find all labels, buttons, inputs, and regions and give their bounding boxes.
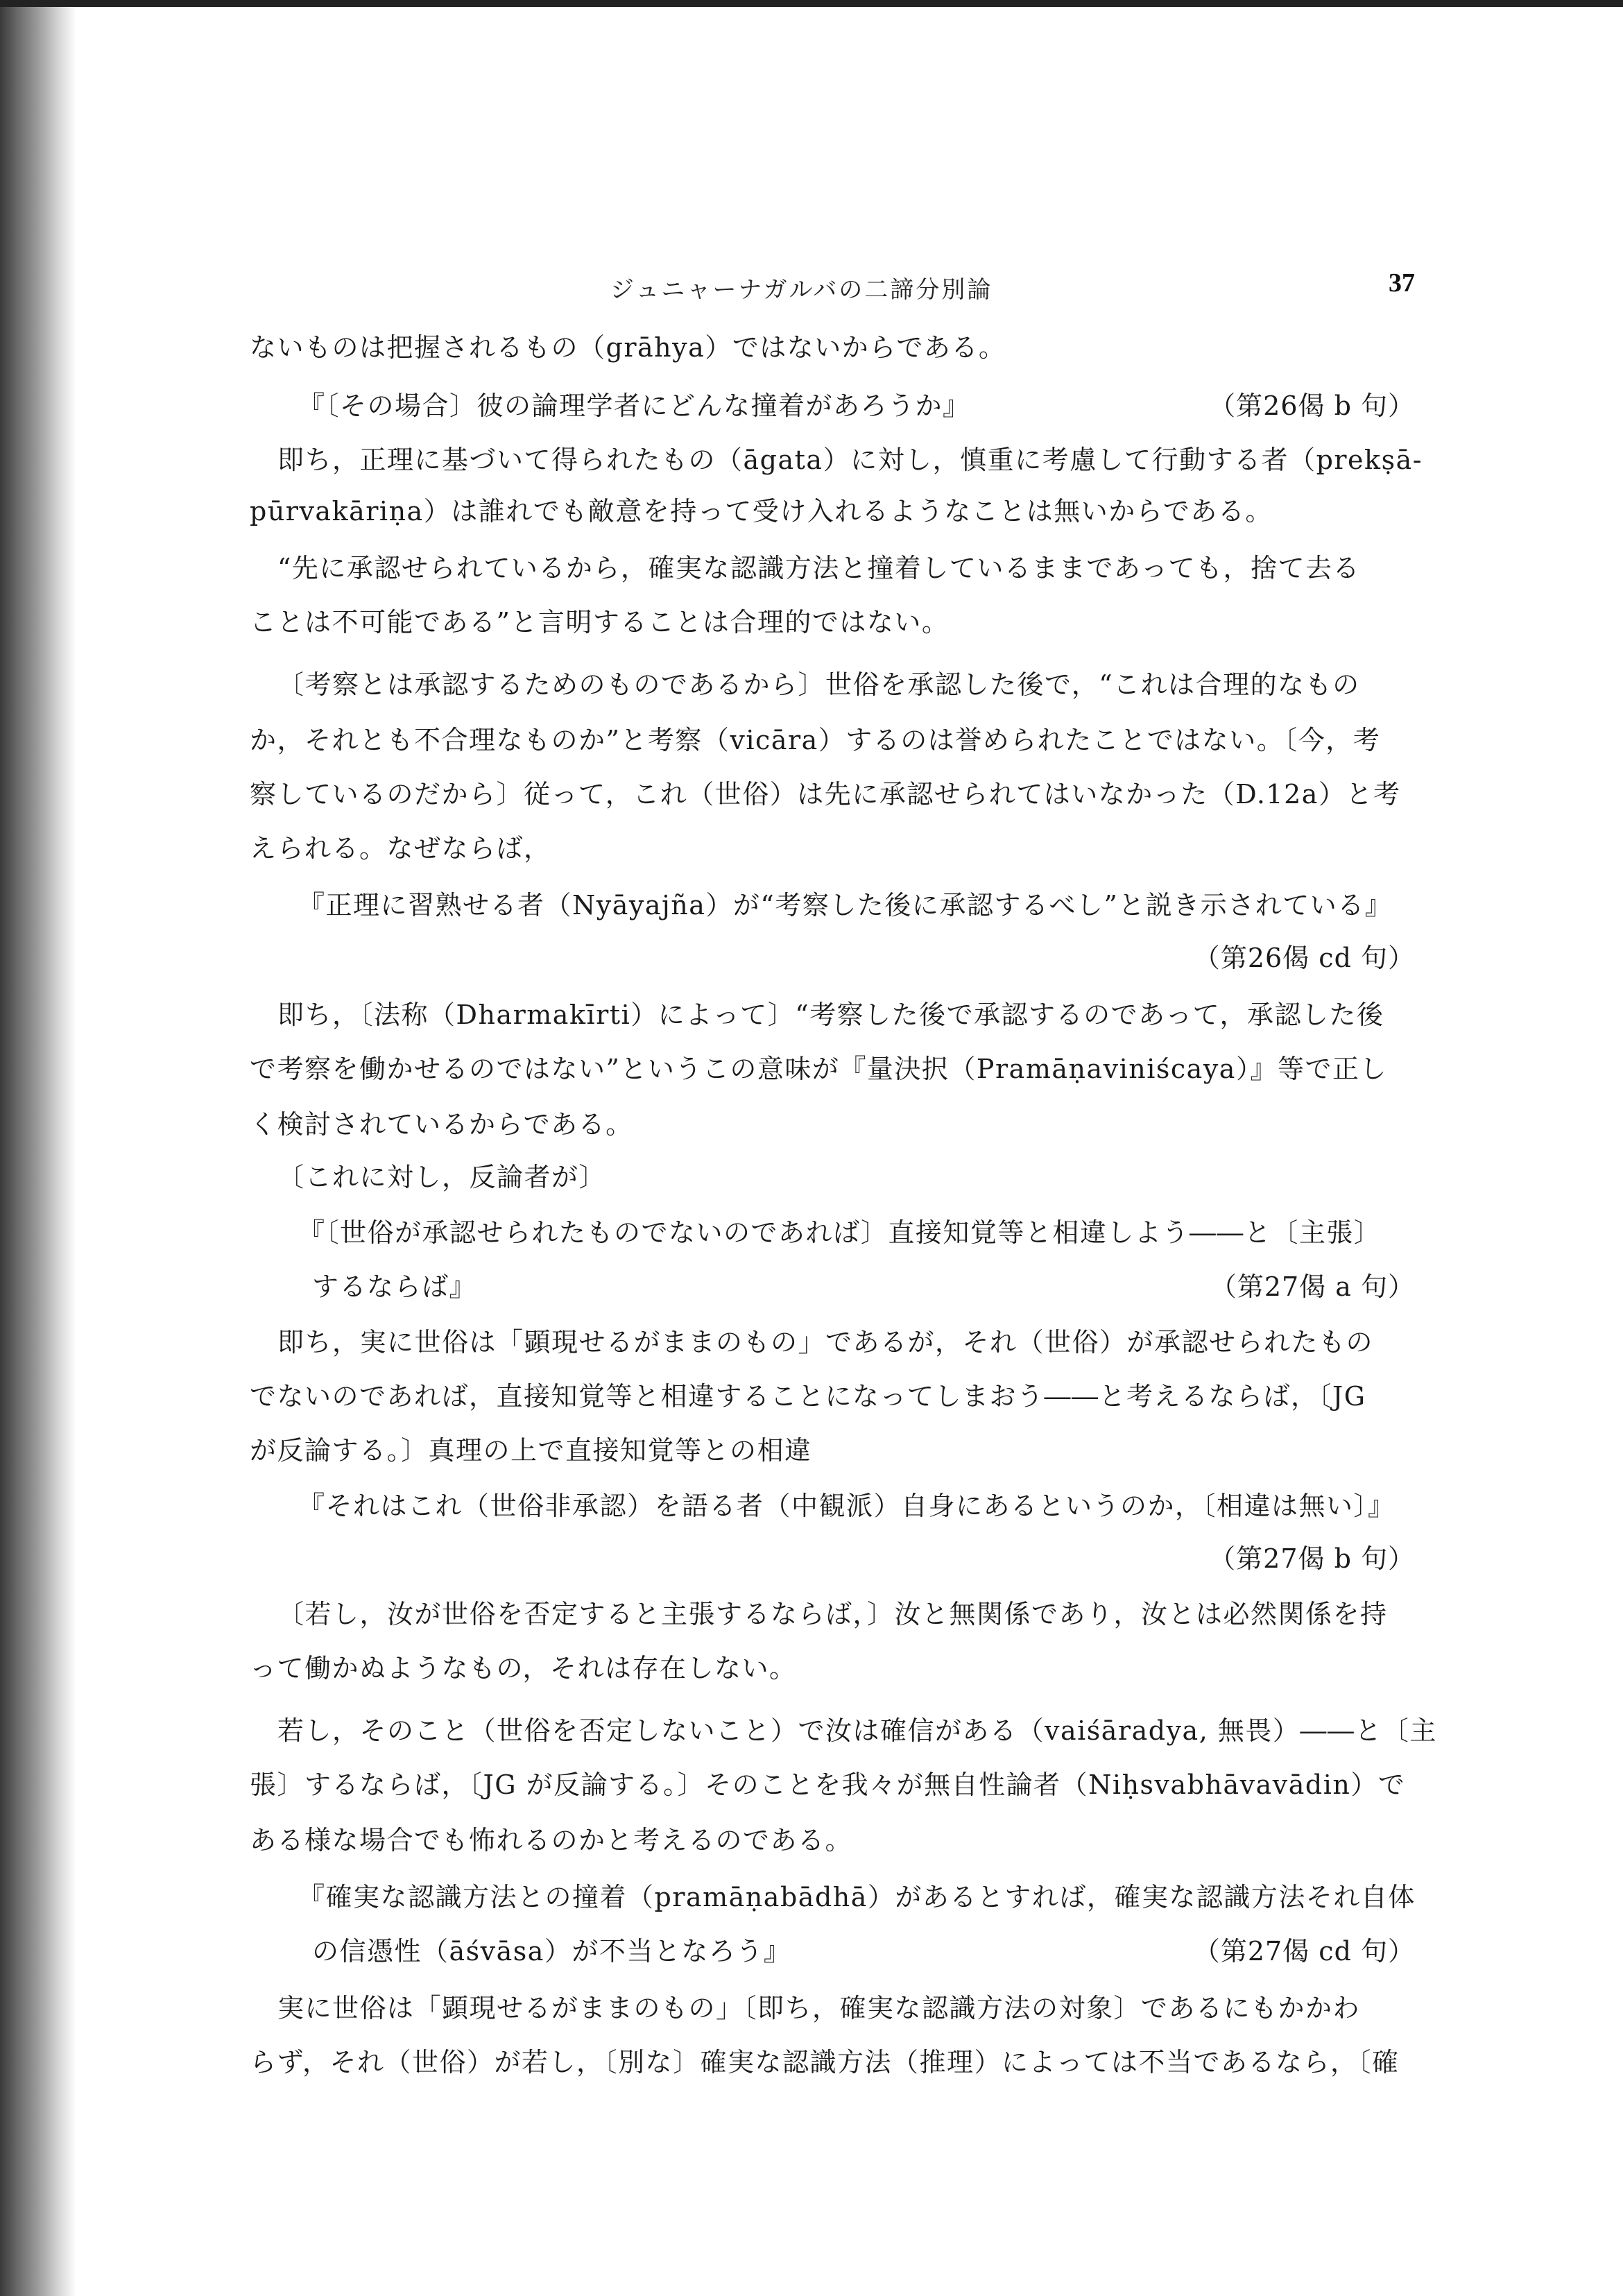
text-line xyxy=(250,1484,1415,1526)
text-line xyxy=(250,1265,1415,1307)
line-text: 『〔世俗が承認せられたものでないのであれば〕直接知覚等と相違しよう――と〔主張〕 xyxy=(298,1217,1382,1248)
text-line xyxy=(250,1429,1415,1471)
line-text: ことは不可能である”と言明することは合理的ではない。 xyxy=(250,607,950,637)
text-line xyxy=(250,1321,1415,1362)
text-line xyxy=(250,1763,1415,1805)
verse-reference: （第26偈 cd 句） xyxy=(1193,943,1415,973)
text-line xyxy=(250,326,1415,368)
line-text: 若し，そのこと（世俗を否定しないこと）で汝は確信がある（vaiśāradya, 無畏）――と〔主 xyxy=(277,1715,1437,1746)
text-line xyxy=(250,1211,1415,1253)
line-text: 察しているのだから〕従って，これ（世俗）は先に承認せられてはいなかった（D.12a）と考 xyxy=(250,779,1401,809)
text-line xyxy=(250,438,1423,480)
line-text: が反論する。〕真理の上で直接知覚等との相違 xyxy=(250,1435,812,1466)
line-text: 『それはこれ（世俗非承認）を語る者（中観派）自身にあるというのか，〔相違は無い〕』 xyxy=(298,1491,1396,1521)
line-text: の信憑性（āśvāsa）が不当となろう』 xyxy=(312,1936,791,1967)
running-head-title: ジュニャーナガルバの二諦分別論 xyxy=(610,276,993,304)
text-line xyxy=(250,719,1415,760)
text-line xyxy=(250,1647,1415,1688)
verse-reference: （第27偈 a 句） xyxy=(1210,1271,1415,1302)
line-text: でないのであれば，直接知覚等と相違することになってしまおう――と考えるならば，〔JG xyxy=(250,1381,1366,1412)
text-line xyxy=(250,773,1415,814)
line-text: ある様な場合でも怖れるのかと考えるのである。 xyxy=(250,1825,853,1856)
line-text: で考察を働かせるのではない”というこの意味が『量決択（Pramāṇaviniścaya）』等で正し xyxy=(250,1054,1387,1084)
line-text: 即ち，正理に基づいて得られたもの（āgata）に対し，慎重に考慮して行動する者（prekṣā- xyxy=(277,445,1423,475)
text-line xyxy=(250,601,1415,642)
text-line xyxy=(250,547,1415,588)
line-text: pūrvakāriṇa）は誰れでも敵意を持って受け入れるようなことは無いからである。 xyxy=(250,496,1273,526)
text-line xyxy=(250,1375,1415,1416)
line-text: 実に世俗は「顕現せるがままのもの」〔即ち，確実な認識方法の対象〕であるにもかかわ xyxy=(277,1993,1361,2023)
text-line xyxy=(250,1537,1415,1579)
text-line xyxy=(250,1047,1415,1089)
verse-reference: （第26偈 b 句） xyxy=(1209,391,1415,421)
text-line xyxy=(250,1709,1437,1751)
verse-reference: （第27偈 b 句） xyxy=(1209,1543,1415,1574)
text-line xyxy=(250,2041,1415,2082)
text-line xyxy=(250,1103,1415,1145)
line-text: 〔これに対し，反論者が〕 xyxy=(277,1162,607,1192)
line-text: 張〕するならば，〔JG が反論する。〕そのことを我々が無自性論者（Niḥsvabhāvavādin）で xyxy=(250,1770,1406,1800)
page-number: 37 xyxy=(1389,268,1415,298)
line-text: 『確実な認識方法との撞着（pramāṇabādhā）があるとすれば，確実な認識方法それ自体 xyxy=(298,1882,1416,1912)
text-line xyxy=(250,1819,1415,1860)
page-header xyxy=(610,264,1415,312)
line-text: するならば』 xyxy=(312,1271,477,1302)
text-line xyxy=(250,993,1415,1035)
line-text: 即ち，実に世俗は「顕現せるがままのもの」であるが，それ（世俗）が承認せられたもの xyxy=(277,1327,1374,1357)
text-line xyxy=(250,663,1415,705)
text-line xyxy=(250,936,1415,978)
line-text: ないものは把握されるもの（grāhya）ではないからである。 xyxy=(250,332,1006,363)
text-line xyxy=(250,490,1415,531)
text-line xyxy=(250,827,1415,868)
scan-shadow-edge xyxy=(0,0,76,2296)
text-line xyxy=(250,1876,1415,1917)
text-line xyxy=(250,1987,1415,2028)
line-text: 〔若し，汝が世俗を否定すると主張するならば，〕汝と無関係であり，汝とは必然関係を持 xyxy=(277,1599,1388,1629)
verse-reference: （第27偈 cd 句） xyxy=(1193,1936,1415,1967)
line-text: か，それとも不合理なものか”と考察（vicāra）するのは誉められたことではない。〔今，考 xyxy=(250,725,1381,755)
line-text: “先に承認せられているから，確実な認識方法と撞着しているままであっても，捨て去る xyxy=(277,553,1361,583)
line-text: 『〔その場合〕彼の論理学者にどんな撞着があろうか』 xyxy=(298,391,970,421)
text-line xyxy=(250,1156,1415,1197)
line-text: って働かぬようなもの，それは存在しない。 xyxy=(250,1653,797,1684)
text-line xyxy=(250,884,1415,925)
line-text: えられる。なぜならば， xyxy=(250,833,551,864)
text-line xyxy=(250,384,1415,426)
line-text: 〔考察とは承認するためのものであるから〕世俗を承認した後で，“これは合理的なもの xyxy=(277,669,1360,700)
text-line xyxy=(250,1930,1415,1971)
line-text: 『正理に習熟せる者（Nyāyajña）が“考察した後に承認するべし”と説き示されている』 xyxy=(298,890,1393,920)
line-text: らず，それ（世俗）が若し，〔別な〕確実な認識方法（推理）によっては不当であるなら，〔確 xyxy=(250,2047,1400,2077)
line-text: く検討されているからである。 xyxy=(250,1109,633,1140)
scan-top-border xyxy=(0,0,1623,7)
text-line xyxy=(250,1593,1415,1634)
line-text: 即ち，〔法称（Dharmakīrti）によって〕“考察した後で承認するのであって，承認した後 xyxy=(277,1000,1384,1030)
